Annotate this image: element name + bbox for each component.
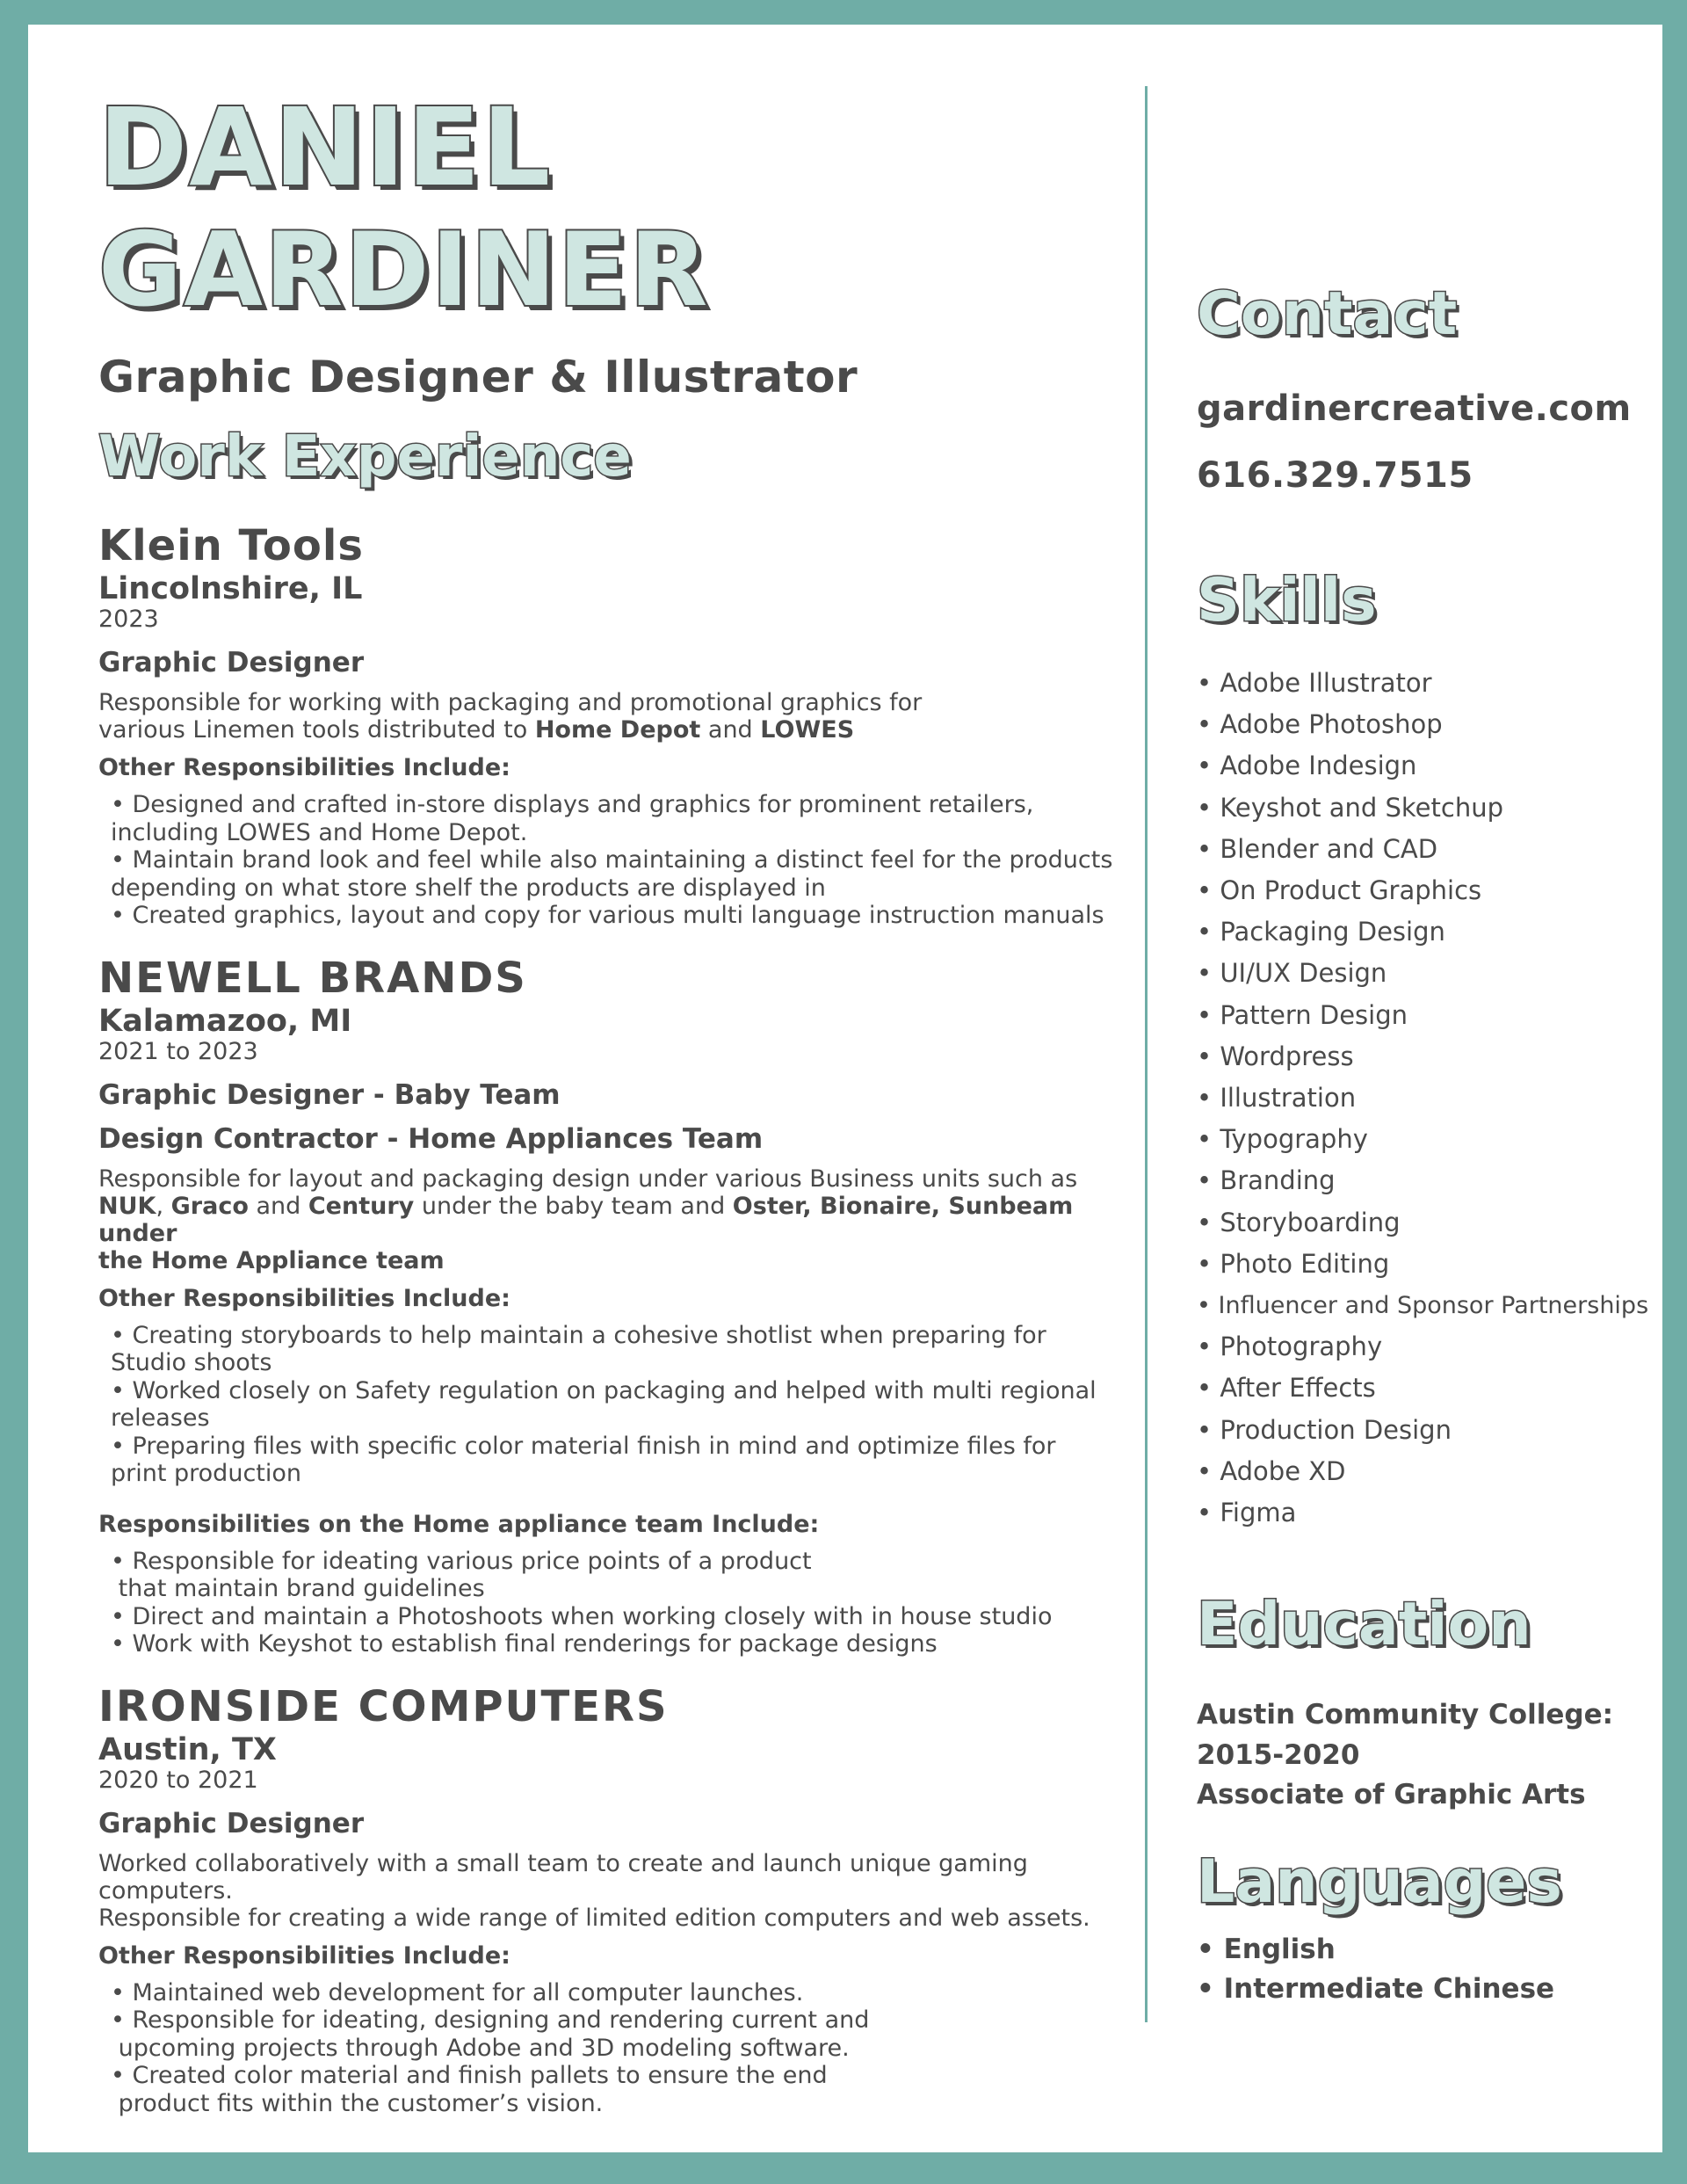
work-experience-heading: Work Experience <box>98 424 632 490</box>
school-name: Austin Community College: <box>1197 1699 1613 1731</box>
skills-list <box>1197 663 1654 1534</box>
job-ironside-computers <box>98 1681 1126 2118</box>
skill-item: • Packaging Design <box>1197 917 1445 947</box>
language-item: • English <box>1197 1933 1336 1965</box>
skills-heading: Skills <box>1197 566 1377 635</box>
desc-bold: Oster, Bionaire, Sunbeam under <box>98 1192 1074 1247</box>
company-name: NEWELL BRANDS <box>98 953 527 1003</box>
first-name: DANIEL <box>98 85 553 210</box>
list-item: including LOWES and Home Depot. <box>111 818 528 846</box>
list-item: • Work with Keyshot to establish final renderings for package designs <box>111 1630 938 1658</box>
skill-item: • Photography <box>1197 1331 1383 1362</box>
company-location: Austin, TX <box>98 1731 277 1767</box>
home-appliance-responsibilities-label: Responsibilities on the Home appliance team Include: <box>98 1510 820 1538</box>
job-years: 2021 to 2023 <box>98 1037 258 1065</box>
skill-item: • Adobe Illustrator <box>1197 668 1432 698</box>
desc-line: Worked collaboratively with a small team to create and launch unique gaming computers. <box>98 1849 1028 1905</box>
list-item: that maintain brand guidelines <box>111 1575 485 1602</box>
job-description <box>98 1850 1109 1932</box>
list-item: • Creating storyboards to help maintain a cohesive shotlist when preparing for Studio shoots <box>111 1321 1046 1376</box>
skill-item: • Photo Editing <box>1197 1248 1390 1279</box>
job-role: Graphic Designer - Baby Team <box>98 1078 561 1111</box>
desc-bold: Home Depot <box>534 716 701 744</box>
job-years: 2020 to 2021 <box>98 1766 258 1794</box>
list-item: • Responsible for ideating various price points of a product <box>111 1547 812 1575</box>
list-item: • Preparing files with specific color material finish in mind and optimize files for <box>111 1432 1056 1460</box>
skill-item: • Typography <box>1197 1124 1368 1155</box>
list-item: • Created graphics, layout and copy for various multi language instruction manuals <box>111 902 1104 929</box>
company-name: IRONSIDE COMPUTERS <box>98 1681 669 1731</box>
desc-bold: Graco <box>170 1192 249 1220</box>
responsibility-list <box>98 1322 1126 1488</box>
responsibility-list <box>98 1548 1126 1658</box>
desc-line: Responsible for creating a wide range of limited edition computers and web assets. <box>98 1904 1090 1932</box>
list-item: • Maintained web development for all computer launches. <box>111 1978 804 2006</box>
website-link[interactable]: gardinercreative.com <box>1197 388 1632 429</box>
list-item: • Responsible for ideating, designing and rendering current and <box>111 2006 870 2034</box>
job-years: 2023 <box>98 606 159 633</box>
desc-line <box>98 716 1109 744</box>
job-role: Graphic Designer <box>98 1807 365 1839</box>
desc-line <box>98 1193 1109 1247</box>
skill-item: • After Effects <box>1197 1373 1376 1404</box>
other-responsibilities-label: Other Responsibilities Include: <box>98 754 510 781</box>
skill-item: • Adobe Photoshop <box>1197 709 1443 740</box>
job-description <box>98 1165 1109 1274</box>
responsibility-list <box>98 1979 1126 2118</box>
job-newell-brands <box>98 953 1126 1658</box>
list-item: • Designed and crafted in-store displays and graphics for prominent retailers, <box>111 791 1034 818</box>
desc-text: and <box>700 716 761 744</box>
skill-item: • Adobe Indesign <box>1197 751 1417 781</box>
last-name: GARDINER <box>98 211 710 330</box>
education-details <box>1197 1695 1654 1816</box>
company-name: Klein Tools <box>98 521 364 570</box>
company-location: Lincolnshire, IL <box>98 571 363 606</box>
list-item: • Maintain brand look and feel while also maintaining a distinct feel for the products <box>111 846 1113 874</box>
list-item: print production <box>111 1460 302 1487</box>
degree: Associate of Graphic Arts <box>1197 1779 1586 1811</box>
skill-item: • Adobe XD <box>1197 1455 1346 1486</box>
list-item: depending on what store shelf the products are displayed in <box>111 874 826 902</box>
contact-heading: Contact <box>1197 279 1458 349</box>
desc-text: and <box>248 1192 308 1220</box>
column-divider <box>1145 86 1148 2022</box>
left-column <box>98 86 1126 2140</box>
desc-text: , <box>156 1192 171 1220</box>
skill-item: • Storyboarding <box>1197 1207 1401 1237</box>
skill-item: • Illustration <box>1197 1083 1357 1114</box>
job-klein-tools <box>98 520 1126 930</box>
right-column <box>1197 279 1654 2010</box>
desc-bold: the Home Appliance team <box>98 1246 445 1274</box>
school-years: 2015-2020 <box>1197 1738 1360 1771</box>
skill-item: • UI/UX Design <box>1197 958 1387 989</box>
desc-text: various Linemen tools distributed to <box>98 716 535 744</box>
skill-item: • Branding <box>1197 1165 1336 1196</box>
desc-bold: LOWES <box>760 716 855 744</box>
skill-item: • Blender and CAD <box>1197 833 1438 864</box>
desc-line: Responsible for layout and packaging design under various Business units such as <box>98 1165 1078 1193</box>
skill-item: • Keyshot and Sketchup <box>1197 792 1503 823</box>
skill-item: • Figma <box>1197 1498 1297 1528</box>
desc-line: Responsible for working with packaging and promotional graphics for <box>98 689 923 716</box>
responsibility-list <box>98 791 1126 930</box>
job-role: Graphic Designer <box>98 647 365 678</box>
skill-item: • Production Design <box>1197 1414 1452 1445</box>
skill-item: • On Product Graphics <box>1197 875 1482 906</box>
desc-bold: Century <box>308 1192 415 1220</box>
skill-item: • Influencer and Sponsor Partnerships <box>1197 1292 1649 1320</box>
company-location: Kalamazoo, MI <box>98 1003 352 1039</box>
list-item: • Direct and maintain a Photoshoots when working closely with in house studio <box>111 1602 1053 1630</box>
desc-bold: NUK <box>98 1192 156 1220</box>
list-item: • Worked closely on Safety regulation on packaging and helped with multi regional releases <box>111 1376 1097 1432</box>
list-item: • Created color material and finish pallets to ensure the end <box>111 2062 828 2089</box>
phone-number[interactable]: 616.329.7515 <box>1197 455 1473 496</box>
language-item: • Intermediate Chinese <box>1197 1973 1555 2006</box>
job-title: Graphic Designer & Illustrator <box>98 352 858 403</box>
desc-line <box>98 1247 1109 1274</box>
resume-page <box>28 25 1662 2152</box>
job-role: Design Contractor - Home Appliances Team <box>98 1122 764 1155</box>
skill-item: • Wordpress <box>1197 1041 1354 1071</box>
job-description <box>98 689 1109 744</box>
languages-heading: Languages <box>1197 1847 1562 1917</box>
other-responsibilities-label: Other Responsibilities Include: <box>98 1284 510 1312</box>
list-item: upcoming projects through Adobe and 3D modeling software. <box>111 2034 850 2062</box>
list-item: product fits within the customer’s vision. <box>111 2089 604 2117</box>
skill-item: • Pattern Design <box>1197 999 1408 1030</box>
languages-list <box>1197 1930 1654 2010</box>
education-heading: Education <box>1197 1590 1531 1660</box>
desc-text: under the baby team and <box>414 1192 733 1220</box>
other-responsibilities-label: Other Responsibilities Include: <box>98 1941 510 1970</box>
